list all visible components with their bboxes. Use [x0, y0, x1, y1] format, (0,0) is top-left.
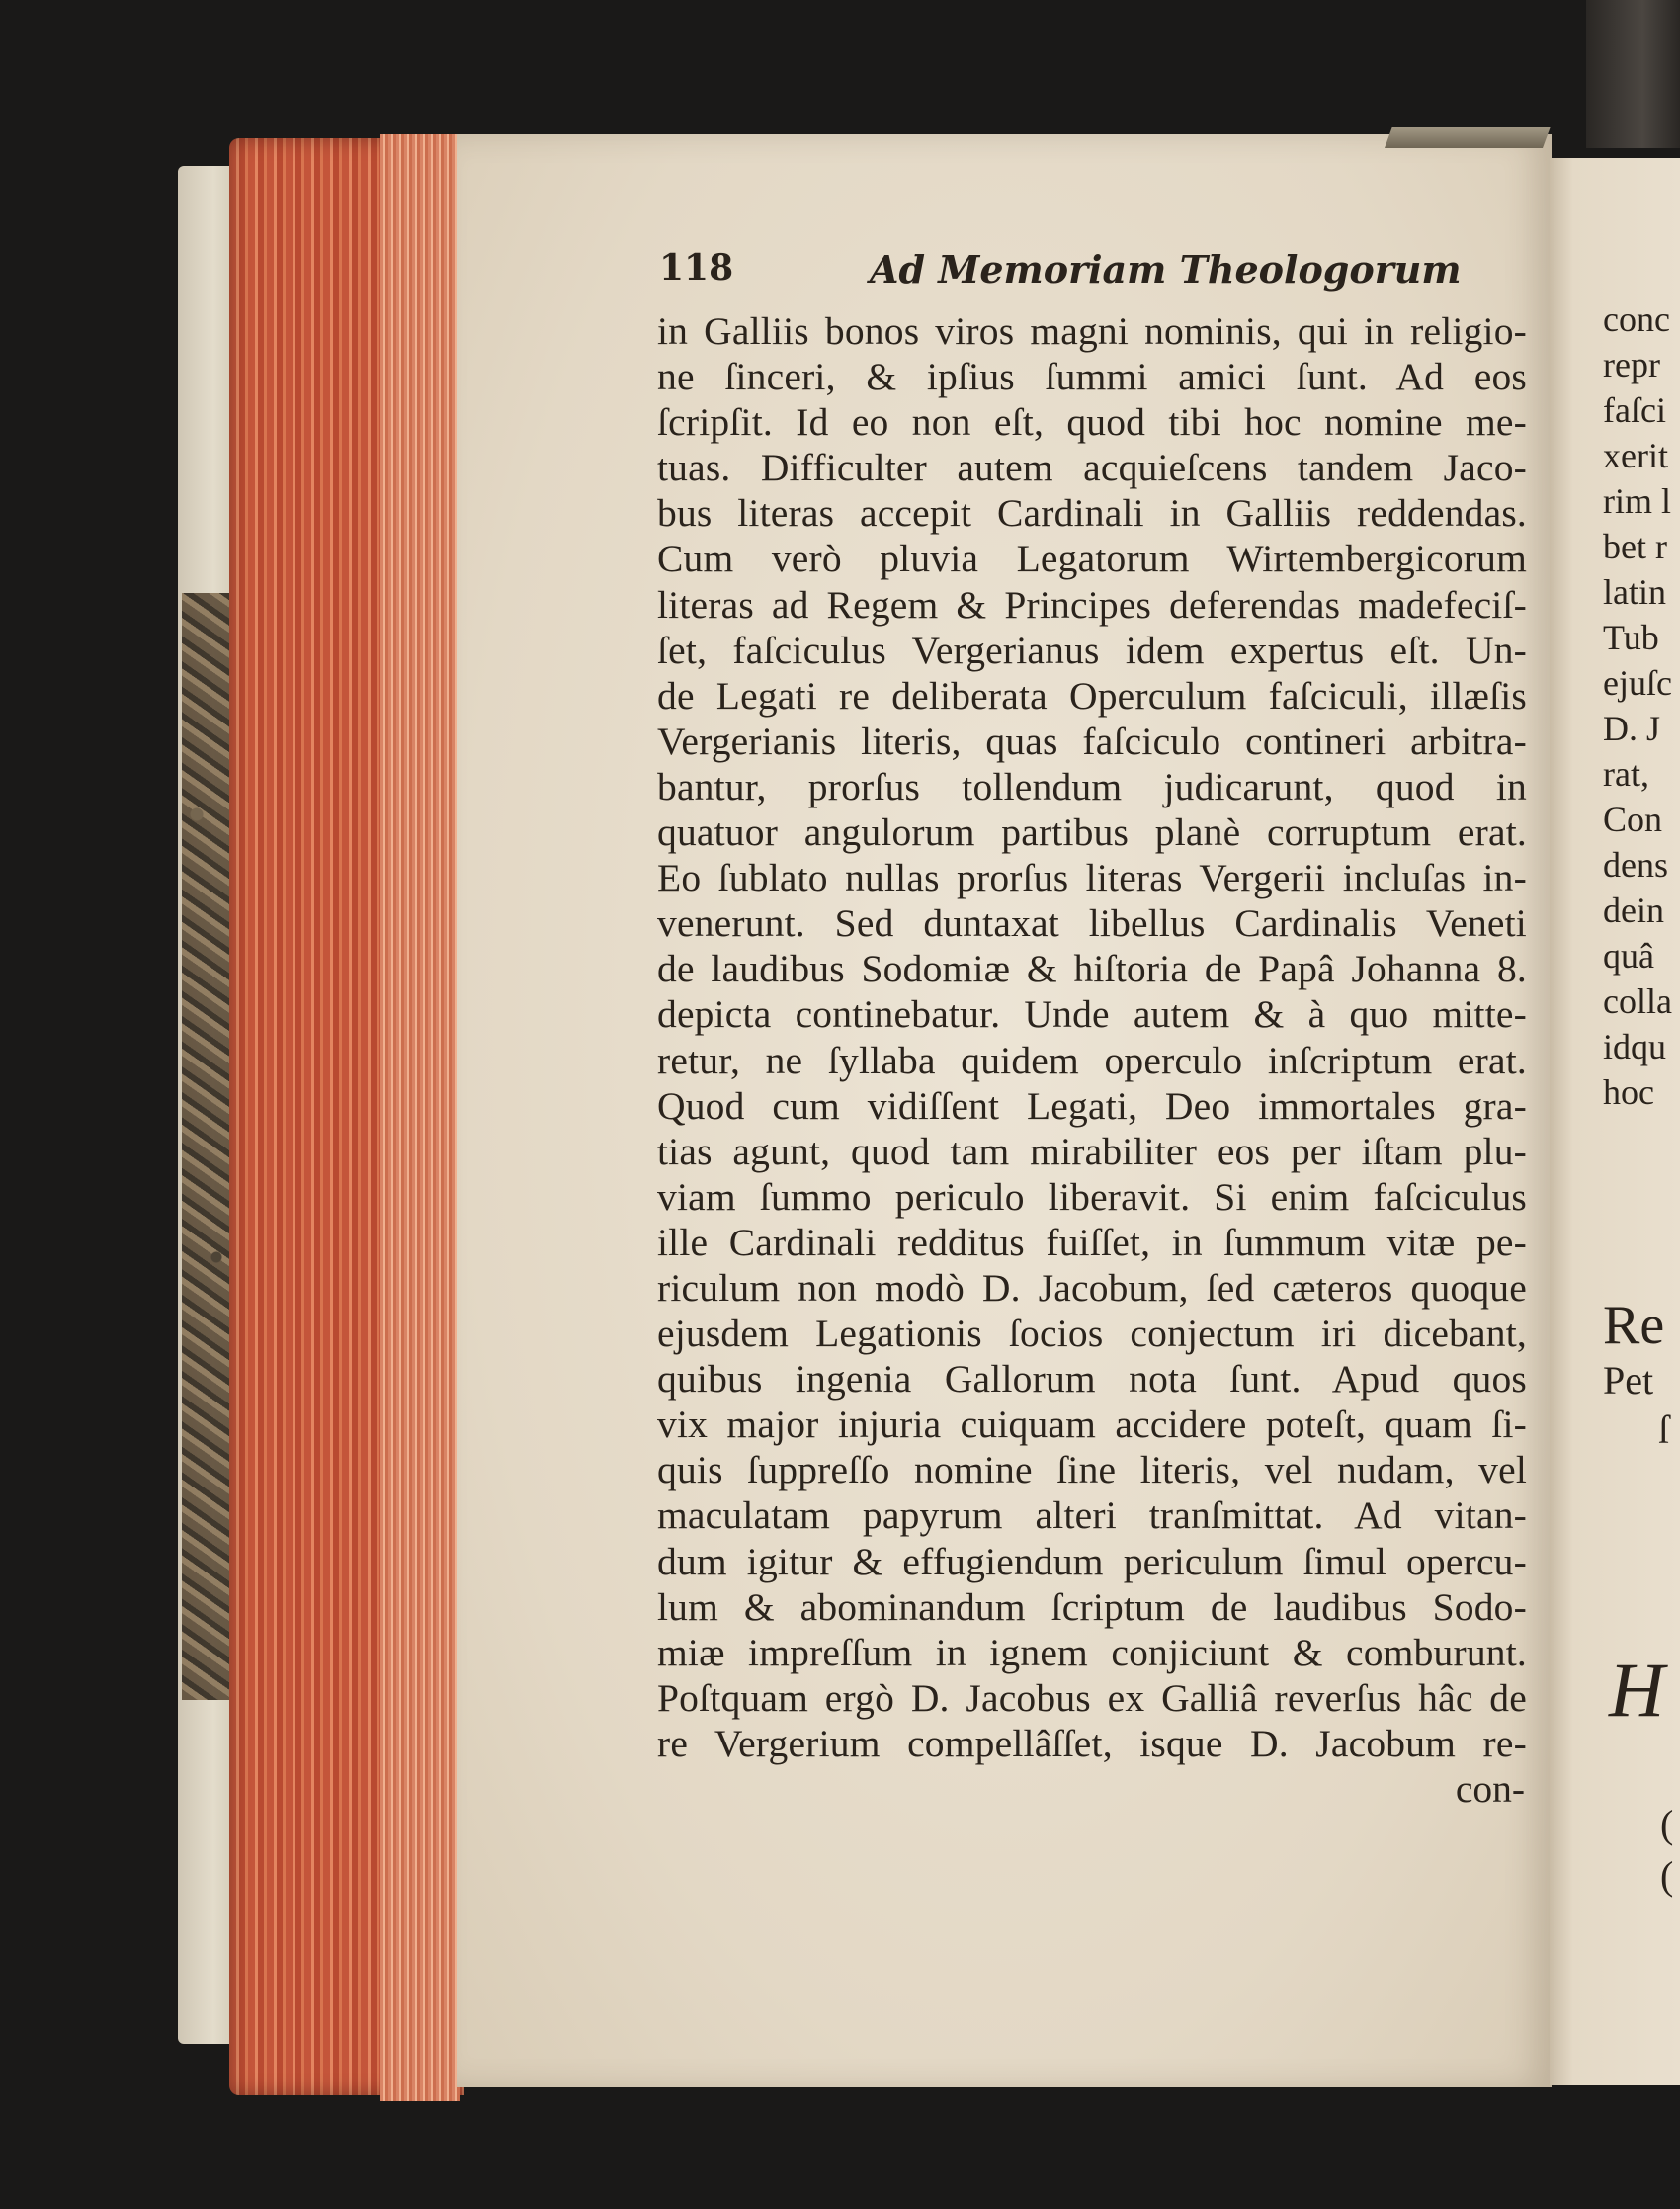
- text-line: Vergerianis literis, quas faſciculo contineri arbitra-: [657, 719, 1527, 763]
- text-line: bantur, prorſus tollendum judicarunt, quod in: [657, 764, 1527, 808]
- catchword: con-: [1455, 1767, 1525, 1811]
- left-page-text: [657, 247, 1527, 1812]
- text-line: dum igitur & effugiendum periculum ſimul opercu-: [657, 1539, 1527, 1583]
- facing-line: D. J: [1603, 709, 1661, 748]
- facing-line: rat,: [1603, 754, 1649, 794]
- marbled-cover: [182, 593, 231, 1700]
- facing-line: Tub: [1603, 618, 1659, 657]
- text-line: re Vergerium compellâſſet, isque D. Jacobum re-: [657, 1721, 1527, 1765]
- text-line: literas ad Regem & Principes deferendas madefeciſ-: [657, 582, 1527, 627]
- text-line: Eo ſublato nullas prorſus literas Vergerii incluſas in-: [657, 856, 1527, 900]
- text-line: de laudibus Sodomiæ & hiſtoria de Papâ Johanna 8.: [657, 947, 1527, 991]
- text-line: ſcripſit. Id eo non eſt, quod tibi hoc nomine me-: [657, 400, 1527, 445]
- text-line: tias agunt, quod tam mirabiliter eos per iſtam plu-: [657, 1129, 1527, 1173]
- facing-line: dein: [1603, 891, 1664, 930]
- text-line: de Legati re deliberata Operculum faſciculi, illæſis: [657, 673, 1527, 718]
- facing-page-title: [1603, 1295, 1680, 1455]
- facing-line: bet r: [1603, 527, 1667, 566]
- facing-paren-line: (: [1660, 1853, 1674, 1898]
- facing-line: colla: [1603, 981, 1672, 1021]
- facing-line: latin: [1603, 572, 1666, 612]
- text-line: lum & abominandum ſcriptum de laudibus Sodo-: [657, 1584, 1527, 1629]
- text-line: venerunt. Sed duntaxat libellus Cardinalis Veneti: [657, 901, 1527, 946]
- page-number: 118: [659, 247, 734, 289]
- facing-line: xerit: [1603, 436, 1668, 475]
- facing-paren-line: (: [1660, 1802, 1674, 1846]
- text-line: quis ſuppreſſo nomine ſine literis, vel nudam, vel: [657, 1448, 1527, 1492]
- text-lines: [657, 308, 1527, 1766]
- facing-line: ejuſc: [1603, 663, 1672, 703]
- facing-line: Con: [1603, 800, 1663, 839]
- facing-line: repr: [1603, 345, 1660, 384]
- text-line: ille Cardinali redditus fuiſſet, in ſummum vitæ pe-: [657, 1220, 1527, 1264]
- facing-line: quâ: [1603, 936, 1654, 976]
- text-line: quatuor angulorum partibus planè corruptum erat.: [657, 810, 1527, 855]
- facing-title-line: Pet: [1603, 1358, 1654, 1402]
- facing-line: faſci: [1603, 390, 1666, 430]
- text-line: Quod cum vidiſſent Legati, Deo immortales gra-: [657, 1083, 1527, 1128]
- facing-line: conc: [1603, 299, 1670, 339]
- metal-clasp: [1385, 127, 1551, 148]
- facing-page-text: [1603, 297, 1680, 1115]
- text-line: Poſtquam ergò D. Jacobus ex Galliâ reverſus hâc de: [657, 1675, 1527, 1720]
- text-line: depicta continebatur. Unde autem & à quo mitte-: [657, 992, 1527, 1037]
- text-line: miæ impreſſum in ignem conjiciunt & comburunt.: [657, 1630, 1527, 1674]
- book-strap: [1586, 0, 1680, 148]
- text-line: ejusdem Legationis ſocios conjectum iri dicebant,: [657, 1312, 1527, 1356]
- facing-title-line: Re: [1603, 1295, 1665, 1356]
- running-head: [657, 247, 1527, 308]
- text-line: ne ſinceri, & ipſius ſummi amici ſunt. Ad eos: [657, 355, 1527, 399]
- facing-line: hoc: [1603, 1072, 1654, 1112]
- text-line: ſet, faſciculus Vergerianus idem expertus eſt. Un-: [657, 628, 1527, 672]
- text-line: tuas. Difficulter autem acquieſcens tandem Jaco-: [657, 446, 1527, 490]
- text-line: retur, ne ſyllaba quidem operculo inſcriptum erat.: [657, 1038, 1527, 1082]
- text-line: Cum verò pluvia Legatorum Wirtembergicorum: [657, 537, 1527, 581]
- facing-line: dens: [1603, 845, 1668, 885]
- text-line: riculum non modò D. Jacobum, ſed cæteros quoque: [657, 1265, 1527, 1310]
- facing-line: rim l: [1603, 481, 1671, 521]
- text-line: in Galliis bonos viros magni nominis, qui in religio-: [657, 309, 1527, 353]
- text-line: maculatam papyrum alteri tranſmittat. Ad vitan-: [657, 1493, 1527, 1538]
- facing-parentheses: [1660, 1799, 1673, 1902]
- facing-title-line: ſ: [1658, 1407, 1670, 1452]
- text-line: quibus ingenia Gallorum nota ſunt. Apud quos: [657, 1357, 1527, 1402]
- running-head-title: Ad Memoriam Theologorum: [870, 247, 1462, 292]
- page-edge-layers: [380, 134, 460, 2101]
- text-line: vix major injuria cuiquam accidere poteſt, quam ſi-: [657, 1402, 1527, 1447]
- facing-initial: H: [1609, 1647, 1665, 1733]
- facing-line: idqu: [1603, 1027, 1667, 1066]
- text-line: bus literas accepit Cardinali in Galliis reddendas.: [657, 491, 1527, 536]
- text-line: viam ſummo periculo liberavit. Si enim faſciculus: [657, 1174, 1527, 1219]
